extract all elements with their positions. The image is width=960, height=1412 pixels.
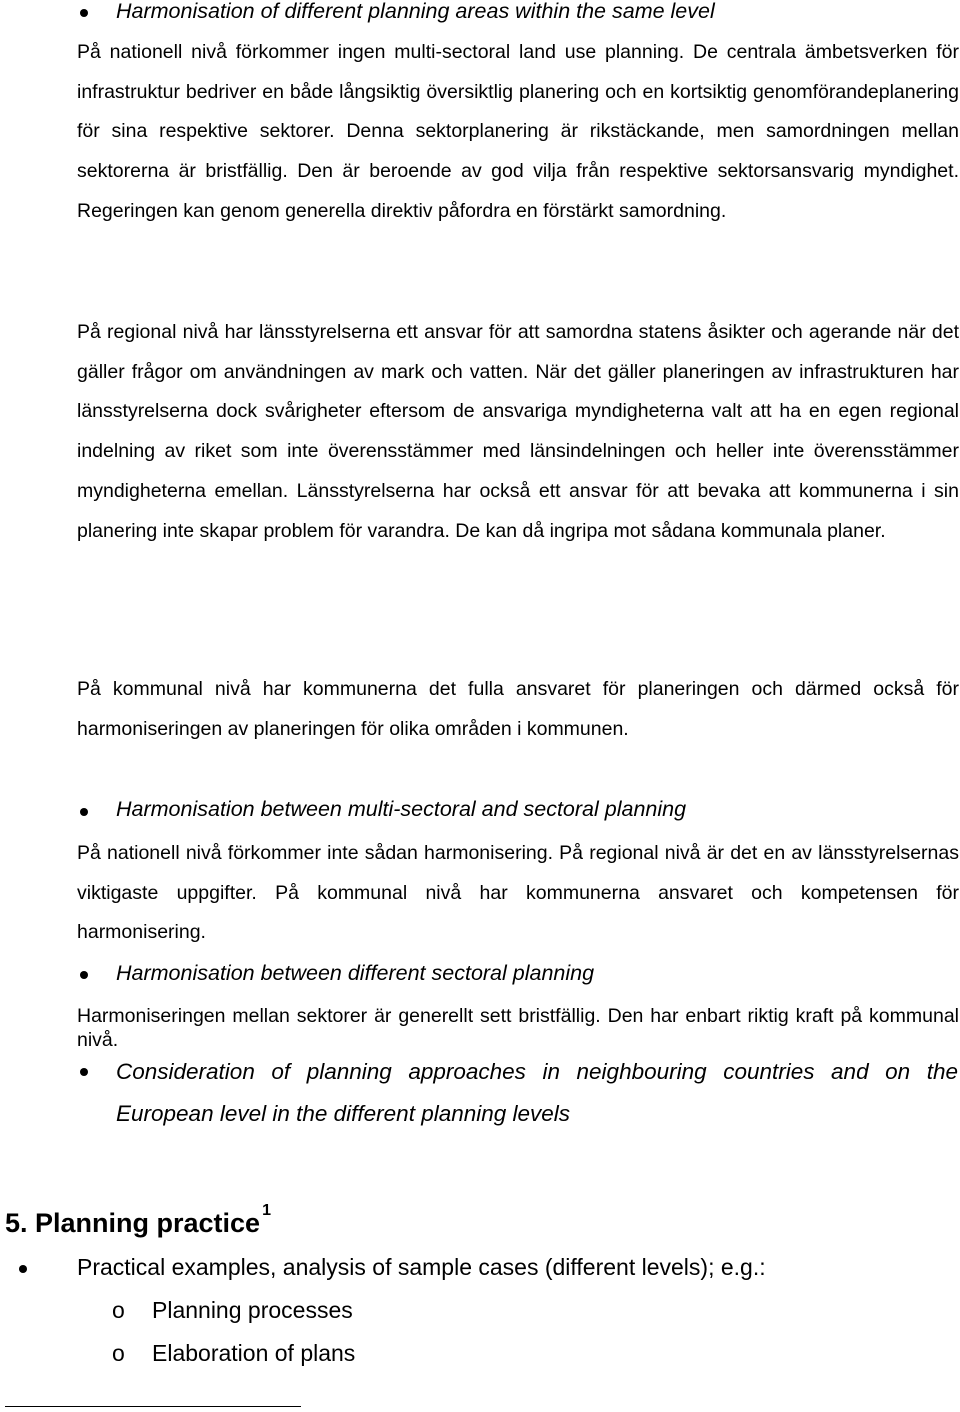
paragraph: På nationell nivå förkommer ingen multi-sectoral land use planning. De centrala ämbetsverken för infrastruktur bedriver en både långsiktig översiktlig planering och en kortsiktig genomförandeplanering för sina respektive sektorer. Denna sektorplanering är rikstäckande, men samordningen mellan sektorerna är bristfällig. Den är beroende av god vilja från respektive sektorsansvarig myndighet. Regeringen kan genom generella direktiv påfordra en förstärkt samordning. (77, 41, 959, 222)
bullet-text: Harmonisation between multi-sectoral and sectoral planning (116, 797, 687, 821)
bullet-dot-icon (80, 1068, 88, 1076)
paragraph: På nationell nivå förkommer inte sådan harmonisering. På regional nivå är det en av länsstyrelsernas viktigaste uppgifter. På kommunal nivå har kommunerna ansvaret och kompetensen för harmonisering. (77, 842, 959, 944)
bullet-text: Consideration of planning approaches in neighbouring countries and on the European level in the different planning levels (116, 1059, 958, 1126)
footnote-separator (5, 1406, 301, 1407)
bullet-dot-icon (80, 808, 88, 816)
section-heading (5, 1202, 271, 1239)
bullet-item (0, 961, 960, 989)
sub-list-text: Elaboration of plans (152, 1340, 356, 1366)
bullet-item (0, 1057, 960, 1145)
sub-bullet-marker: o (112, 1297, 125, 1323)
paragraph: Harmoniseringen mellan sektorer är generellt sett bristfällig. Den har enbart riktig kraft på kommunal nivå. (77, 1005, 959, 1051)
section-heading-text: 5. Planning practice (5, 1208, 261, 1238)
bullet-text: Practical examples, analysis of sample cases (different levels); e.g.: (77, 1254, 766, 1280)
sub-list-text: Planning processes (152, 1297, 353, 1323)
bullet-text: Harmonisation between different sectoral planning (116, 961, 595, 985)
bullet-text: Harmonisation of different planning areas within the same level (116, 0, 715, 23)
sub-list-item (0, 1340, 960, 1370)
sub-list-item (0, 1297, 960, 1327)
bullet-dot-icon (80, 971, 88, 979)
bullet-item (0, 0, 960, 26)
sub-bullet-marker: o (112, 1340, 125, 1366)
bullet-dot-icon (80, 9, 88, 17)
paragraph: På regional nivå har länsstyrelserna ett ansvar för att samordna statens åsikter och agerande när det gäller frågor om användningen av mark och vatten. När det gäller planeringen av infrastrukturen har länsstyrelserna dock svårigheter eftersom de ansvariga myndigheterna valt att ha en egen regional indelning av riket som inte överensstämmer med länsindelningen och heller inte överensstämmer myndigheterna emellan. Länsstyrelserna har också ett ansvar för att bevaka att kommunerna i sin planering inte skapar problem för varandra. De kan då ingripa mot sådana kommunala planer. (77, 321, 959, 542)
section-bullet-item (0, 1254, 960, 1284)
bullet-item (0, 797, 960, 825)
bullet-dot-icon (19, 1265, 27, 1273)
footnote-reference: 1 (262, 1202, 271, 1219)
paragraph: På kommunal nivå har kommunerna det fulla ansvaret för planeringen och därmed också för harmoniseringen av planeringen för olika områden i kommunen. (77, 678, 959, 740)
